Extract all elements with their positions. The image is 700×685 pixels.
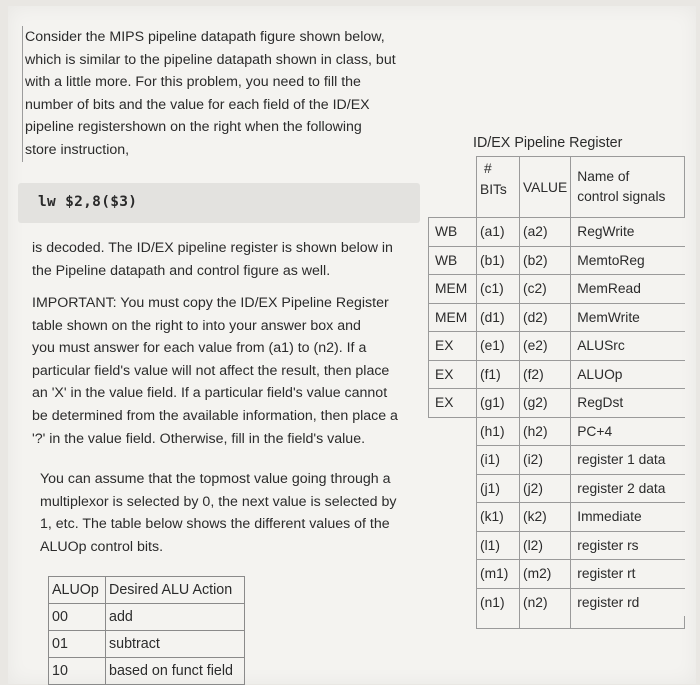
value-cell: (n2) — [520, 588, 571, 616]
idex-row — [429, 531, 685, 560]
table-cell: add — [106, 604, 245, 631]
important-paragraph — [32, 292, 422, 450]
table-row — [49, 631, 245, 658]
stage-label — [429, 474, 477, 503]
name-header — [571, 157, 685, 218]
table-cell: based on funct field — [106, 658, 245, 685]
idex-title: ID/EX Pipeline Register — [473, 135, 623, 151]
bits-label: BITs — [480, 182, 507, 197]
para-line: be determined from the available information, then place a — [32, 407, 398, 424]
signal-name: MemtoReg — [571, 246, 685, 275]
aluop-table — [48, 576, 245, 685]
value-cell: (g2) — [520, 389, 571, 418]
value-cell: (l2) — [520, 531, 571, 560]
idex-row — [429, 474, 685, 503]
value-cell: (e2) — [520, 332, 571, 361]
signal-name: PC+4 — [571, 417, 685, 446]
bits-cell: (j1) — [477, 474, 520, 503]
intro-line: store instruction, — [25, 141, 130, 158]
stage-label: WB — [429, 246, 477, 275]
idex-row — [429, 503, 685, 532]
bits-cell: (b1) — [477, 246, 520, 275]
idex-header-row — [429, 157, 685, 218]
signal-name: MemRead — [571, 275, 685, 304]
para-line: 1, etc. The table below shows the different values of the — [40, 516, 390, 533]
stage-label — [429, 531, 477, 560]
bits-cell: (m1) — [477, 560, 520, 589]
value-cell: (j2) — [520, 474, 571, 503]
para-line: you must answer for each value from (a1) to (n2). If a — [32, 340, 367, 357]
idex-row — [429, 560, 685, 589]
signal-name: register rs — [571, 531, 685, 560]
para-line: ALUOp control bits. — [40, 538, 164, 555]
value-cell: (d2) — [520, 303, 571, 332]
stage-label: EX — [429, 332, 477, 361]
stage-label — [429, 588, 477, 616]
bits-header — [477, 157, 520, 218]
para-line: table shown on the right to into your answer box and — [32, 317, 361, 334]
value-cell: (i2) — [520, 446, 571, 475]
table-cell: subtract — [106, 631, 245, 658]
idex-table — [428, 156, 685, 629]
value-cell: (c2) — [520, 275, 571, 304]
signal-name: register 1 data — [571, 446, 685, 475]
stage-label: WB — [429, 218, 477, 247]
value-cell: (b2) — [520, 246, 571, 275]
para-line: particular field's value will not affect the result, then place — [32, 362, 390, 379]
stage-label: EX — [429, 389, 477, 418]
name-header-bottom: control signals — [577, 189, 666, 204]
stage-label: MEM — [429, 275, 477, 304]
code-block — [18, 183, 420, 223]
document-page — [8, 6, 696, 684]
bits-cell: (k1) — [477, 503, 520, 532]
bits-cell: (d1) — [477, 303, 520, 332]
intro-paragraph — [22, 26, 423, 162]
idex-row — [429, 389, 685, 418]
stage-header — [429, 157, 477, 218]
name-header-top: Name of — [577, 169, 630, 184]
table-header-row — [49, 577, 245, 604]
idex-row — [429, 275, 685, 304]
decoded-paragraph — [32, 237, 422, 282]
table-header: ALUOp — [49, 577, 106, 604]
value-cell: (k2) — [520, 503, 571, 532]
stage-label — [429, 503, 477, 532]
signal-name: register rt — [571, 560, 685, 589]
bits-cell: (e1) — [477, 332, 520, 361]
para-line: an 'X' in the value field. If a particular field's value cannot — [32, 385, 388, 402]
table-row — [49, 604, 245, 631]
idex-bottom-spacer — [429, 616, 685, 629]
value-cell: (a2) — [520, 218, 571, 247]
bits-cell: (c1) — [477, 275, 520, 304]
stage-label — [429, 446, 477, 475]
idex-row — [429, 218, 685, 247]
idex-row — [429, 332, 685, 361]
value-header: VALUE — [520, 157, 571, 218]
intro-line: with a little more. For this problem, you need to fill the — [25, 74, 361, 91]
signal-name: Immediate — [571, 503, 685, 532]
table-cell: 01 — [49, 631, 106, 658]
value-cell: (f2) — [520, 360, 571, 389]
signal-name: ALUOp — [571, 360, 685, 389]
bits-cell: (n1) — [477, 588, 520, 616]
signal-name: ALUSrc — [571, 332, 685, 361]
stage-label: MEM — [429, 303, 477, 332]
signal-name: RegDst — [571, 389, 685, 418]
idex-row — [429, 303, 685, 332]
bits-cell: (g1) — [477, 389, 520, 418]
intro-line: number of bits and the value for each field of the ID/EX — [25, 96, 370, 113]
intro-line: which is similar to the pipeline datapath shown in class, but — [25, 51, 396, 68]
para-line: You can assume that the topmost value going through a — [40, 471, 391, 487]
para-line: multiplexor is selected by 0, the next value is selected by — [40, 493, 397, 510]
idex-row — [429, 360, 685, 389]
signal-name: register 2 data — [571, 474, 685, 503]
signal-name: MemWrite — [571, 303, 685, 332]
idex-row — [429, 246, 685, 275]
bits-cell: (l1) — [477, 531, 520, 560]
para-line: IMPORTANT: You must copy the ID/EX Pipeline Register — [32, 295, 389, 311]
stage-label — [429, 417, 477, 446]
instruction-code: lw $2,8($3) — [38, 194, 138, 210]
stage-label: EX — [429, 360, 477, 389]
bits-cell: (a1) — [477, 218, 520, 247]
para-line: is decoded. The ID/EX pipeline register is shown below in — [32, 240, 393, 256]
para-line: the Pipeline datapath and control figure as well. — [32, 262, 331, 279]
intro-line: Consider the MIPS pipeline datapath figure shown below, — [25, 29, 385, 45]
idex-row — [429, 417, 685, 446]
para-line: '?' in the value field. Otherwise, fill in the field's value. — [32, 430, 366, 447]
bits-cell: (i1) — [477, 446, 520, 475]
signal-name: RegWrite — [571, 218, 685, 247]
table-header: Desired ALU Action — [106, 577, 245, 604]
idex-row — [429, 588, 685, 616]
signal-name: register rd — [571, 588, 685, 616]
bits-hash: # — [484, 161, 492, 176]
value-cell: (m2) — [520, 560, 571, 589]
intro-line: pipeline registershown on the right when the following — [25, 119, 362, 136]
bits-cell: (h1) — [477, 417, 520, 446]
value-cell: (h2) — [520, 417, 571, 446]
multiplexor-paragraph — [40, 468, 420, 558]
table-cell: 00 — [49, 604, 106, 631]
stage-label — [429, 560, 477, 589]
idex-row — [429, 446, 685, 475]
table-row — [49, 658, 245, 685]
bits-cell: (f1) — [477, 360, 520, 389]
table-cell: 10 — [49, 658, 106, 685]
